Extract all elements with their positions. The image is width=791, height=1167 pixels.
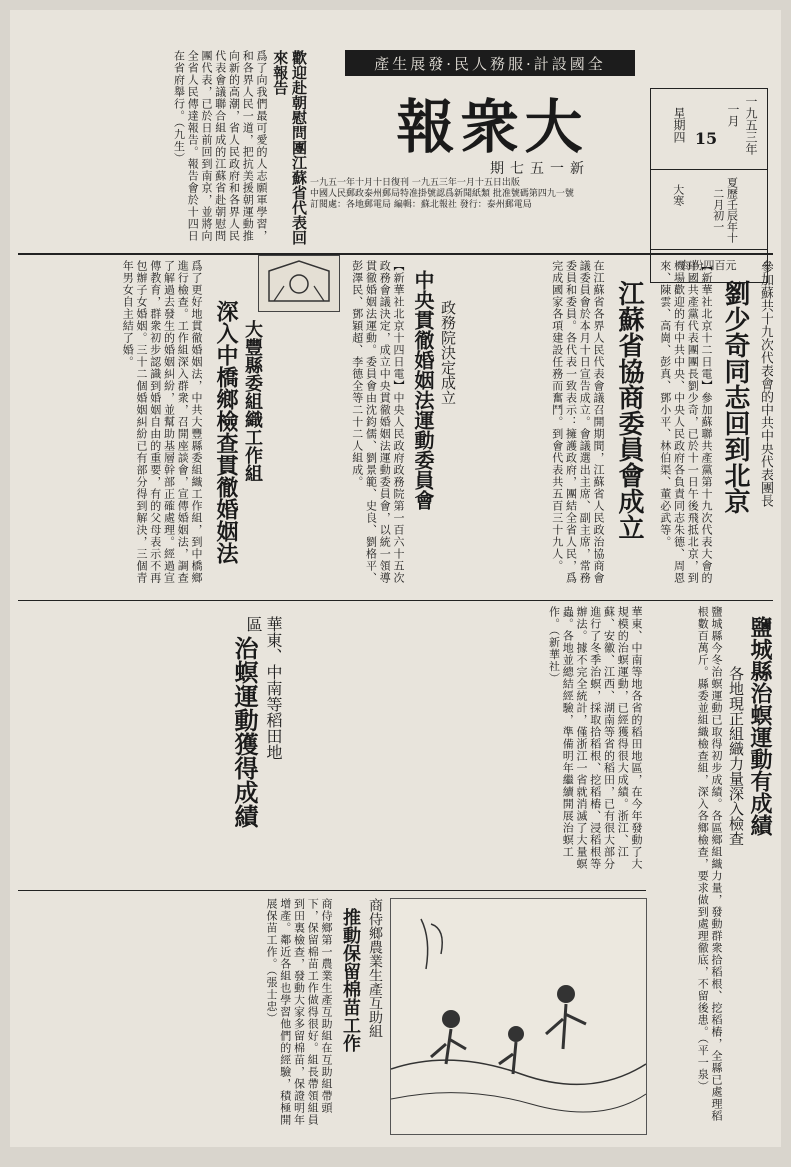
date-day: 15 — [694, 129, 718, 148]
article-liu-shaoqi — [650, 260, 773, 595]
kicker: 華東、中南等稻田地區 — [244, 616, 283, 760]
date-month: 一月 — [726, 103, 740, 127]
divider — [18, 890, 646, 891]
solar-term: 大寒 — [671, 184, 685, 206]
headline: 江蘇省協商委員會成立 — [614, 280, 644, 540]
article-body: 鹽城縣今冬治螟運動已取得初步成績。各區鄉組織力量，發動群衆拾稻根、挖稻樁，全縣已處理稻根數百萬斤。縣委並組織檢查組，深入各鄉檢查，要求做到處理徹底，不留後患。（平一泉） — [696, 606, 723, 1122]
pub-line-1: 一九五一年十月十日復刊 一九五三年一月十五日出版 — [310, 178, 520, 188]
pub-line-2: 中國人民郵政泰州郵局特准掛號認爲新聞紙類 批准號碼第四九一號 — [310, 189, 574, 199]
date-weekday: 星期四 — [672, 107, 686, 143]
article-delegation — [18, 50, 308, 250]
divider — [18, 600, 773, 601]
kicker: 大豐縣委組織工作組 — [242, 320, 263, 482]
article-jiangsu-committee — [460, 260, 645, 595]
headline: 鹽城縣治螟運動有成績 — [747, 616, 773, 836]
article-dafeng — [18, 260, 343, 595]
headline: 治螟運動獲得成績 — [230, 636, 259, 828]
headline: 歡迎赴朝慰問團江蘇省代表回來報告 — [271, 50, 308, 245]
article-yancheng — [650, 606, 773, 1136]
masthead-banner: 產生展發·民人務服·計設國全 — [345, 50, 635, 76]
headline: 劉少奇同志回到北京 — [720, 280, 750, 514]
kicker: 商侍鄉農業生產互助組 — [367, 898, 383, 1038]
headline: 推動保留棉苗工作 — [340, 908, 361, 1052]
article-body: 爲了向我們最可愛的人志願軍學習，和各界人民一道，把抗美援朝運動推向新的高潮，省人民政府和各界人民代表會議聯合組成的江蘇省赴朝慰問團代表，已於日前回到南京，並將向全省人民傳達報告。報告會於十四日在省府舉行。（九生） — [172, 50, 268, 242]
article-body: 在江蘇省各界人民代表會議召開期間，江蘇省人民政治協商會議委員會於本月十日宣告成立。會議選出主席、副主席，常務委員和委員。各代表一致表示：擁護政府，團結全省人民，爲完成國家各項建設任務而奮鬥。到會代表共五百三十九人。 — [550, 260, 605, 584]
date-lunar: 夏歷壬辰年十二月初一 — [711, 177, 739, 243]
masthead-title: 報衆大 — [396, 93, 589, 161]
issue-number: 期七五一新 — [490, 161, 590, 177]
article-body: 爲了更好地貫徹婚姻法，中共大豐縣委組織工作組，到中橋鄉進行檢查。工作組深入群衆，召開座談會，宣傳婚姻法，調查了解過去發生的婚姻糾紛，並幫助基層幹部正確處理。經過宣傳教育，群衆初步認識到婚姻自由的重要，有的父母表示不再包辦子女婚姻。三十二個婚姻糾紛已有部分得到解決，三個青年男女自主結了婚。 — [121, 260, 203, 584]
article-body: 【新華社北京十二日電】參加蘇聯共產黨第十九次代表大會的中國共產黨代表團團長劉少奇，已於十一日午後飛抵北京，到機場歡迎的有中共中央、中央人民政府各負責同志朱德、周恩來、陳雲、高崗、彭真、鄧小平、林伯渠、董必武等。 — [658, 260, 713, 584]
article-body: 【新華社北京十四日電】中央人民政府政務院第一百六十五次政務會議決定，成立中央貫徹婚姻法運動委員會，以統一領導貫徹婚姻法運動。委員會由沈鈞儒、劉景範、史良、劉格平、彭澤民、鄧穎超、李德全等二十二人組成。 — [350, 260, 405, 584]
article-body: 商侍鄉第一農業生產互助組在互助組帶頭下，保留棉苗工作做得很好。組長帶領組員到田裏檢查，發動大家多留棉苗，保證明年增產。鄰近各組也學習他們的經驗，積極開展保苗工作。（張士忠） — [265, 898, 333, 1126]
kicker: 政務院決定成立 — [439, 300, 457, 405]
price: 每份四百元 — [681, 259, 737, 272]
subhead: 各地現正組織力量深入檢查 — [727, 666, 745, 846]
publication-info — [310, 178, 645, 211]
kicker: 參加蘇共十九次代表會的中共中央代表團長 — [758, 260, 773, 507]
article-body: 華東、中南等地各省的稻田地區，在今年發動了大規模的治螟運動，已經獲得很大成績。浙江、江蘇、安徽、江西、湖南等省的稻田，已有很大部分進行了冬季治螟，採取拾稻根、挖稻樁、浸稻根等辦法。據不完全統計，僅浙江一省就消滅了大量螟蟲。各地並總結經驗，準備明年繼續開展治螟工作。（新華社） — [547, 606, 643, 870]
article-huadong — [18, 606, 643, 886]
headline: 中央貫徹婚姻法運動委員會 — [411, 270, 435, 510]
headline: 深入中橋鄉檢查貫徹婚姻法 — [213, 300, 239, 564]
pub-line-3: 訂閱處：各地郵電局 編輯：蘇北報社 發行：泰州郵電局 — [310, 200, 532, 210]
divider — [18, 253, 773, 255]
farmers-illustration — [390, 898, 647, 1135]
newspaper-page — [10, 10, 781, 1147]
date-year: 一九五三年 — [744, 95, 758, 155]
article-marriage-committee — [345, 260, 457, 595]
article-shangtang — [18, 898, 383, 1138]
